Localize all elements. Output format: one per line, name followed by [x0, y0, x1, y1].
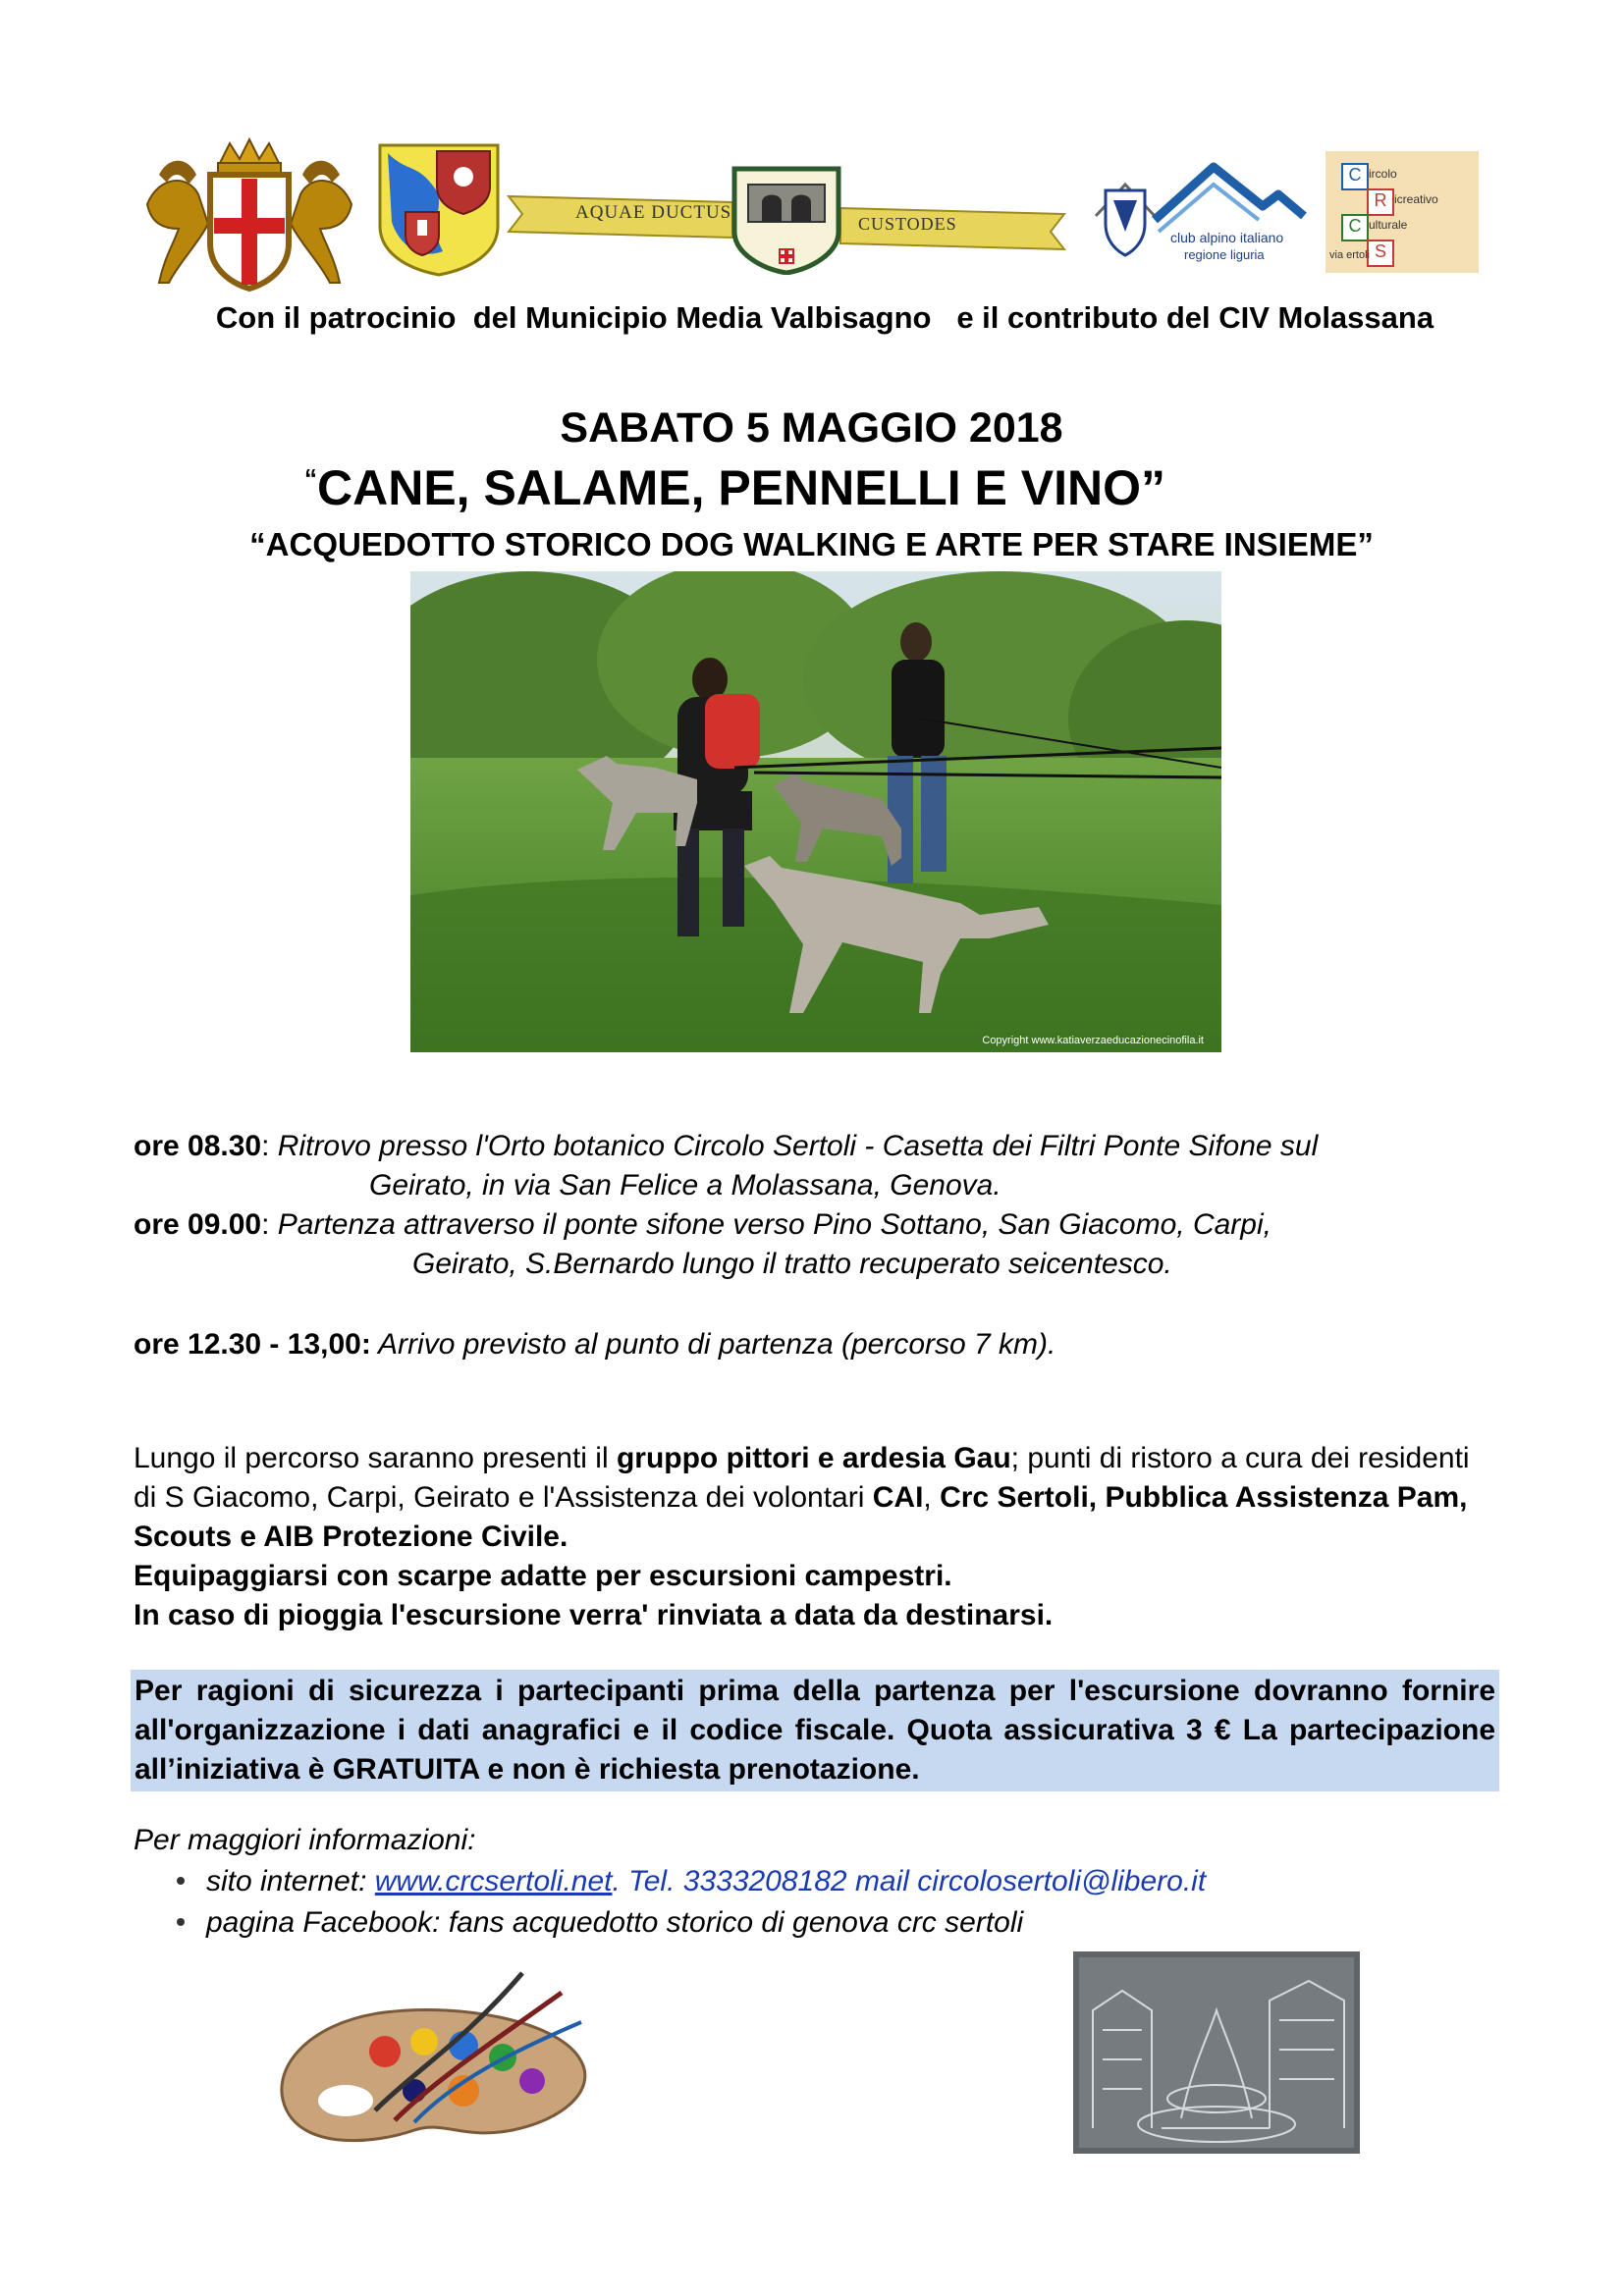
- body-text-bold: CAI: [872, 1481, 924, 1514]
- aquaeductus-custodes-logo: [507, 157, 1066, 275]
- bullet-icon: [177, 1918, 185, 1926]
- crc-letter-s: S: [1367, 240, 1394, 267]
- schedule-desc-cont: Geirato, S.Bernardo lungo il tratto recuperato seicentesco.: [412, 1248, 1172, 1280]
- title-open-quote: “: [304, 463, 317, 493]
- crc-word-1: ircolo: [1369, 167, 1397, 181]
- schedule-time: ore 12.30 - 13,00:: [134, 1328, 371, 1361]
- schedule-item: [134, 1325, 1055, 1364]
- sponsor-line: Con il patrocinio del Municipio Media Valbisagno e il contributo del CIV Molassana: [215, 300, 1434, 335]
- info-website-row: [177, 1865, 1206, 1898]
- body-text-bold: gruppo pittori e ardesia Gau: [616, 1442, 1011, 1474]
- schedule-time: ore 08.30: [134, 1130, 262, 1162]
- equipment-note: Equipaggiarsi con scarpe adatte per escursioni campestri.: [134, 1560, 952, 1592]
- site-label: sito internet:: [206, 1865, 375, 1897]
- cai-line1-text: club alpino italiano: [1170, 230, 1284, 245]
- crc-word-4: via ertoli: [1329, 249, 1370, 261]
- cai-liguria-logo: [1086, 161, 1308, 271]
- schedule-sep: :: [261, 1130, 270, 1162]
- body-text: ,: [923, 1481, 941, 1514]
- safety-notice: Per ragioni di sicurezza i partecipanti prima della partenza per l'escursione dovranno fornire all'organizzazione i dati anagrafici e il codice fiscale. Quota assicurativa 3 € La partecipazione all’iniziativa è GRATUITA e non è richiesta prenotazione.: [131, 1670, 1499, 1791]
- photo-credit: Copyright www.katiaverzaeducazionecinofila.it: [982, 1035, 1204, 1046]
- crc-sertoli-logo: [1325, 151, 1479, 273]
- website-link[interactable]: www.crcsertoli.net: [374, 1865, 613, 1897]
- crc-word-3: ulturale: [1369, 218, 1408, 232]
- aquaeductus-left-text: AQUAE DUCTUS: [575, 202, 732, 223]
- subtitle: “ACQUEDOTTO STORICO DOG WALKING E ARTE PER STARE INSIEME”: [249, 526, 1374, 562]
- main-title: “CANE, SALAME, PENNELLI E VINO”: [304, 460, 1165, 515]
- schedule-item: [134, 1127, 1318, 1166]
- rain-note: In caso di pioggia l'escursione verra' rinviata a data da destinarsi.: [134, 1599, 1054, 1631]
- crc-word-2: icreativo: [1394, 192, 1438, 206]
- info-title: Per maggiori informazioni:: [134, 1824, 476, 1856]
- crc-letter-r: R: [1367, 188, 1394, 216]
- bullet-icon: [177, 1877, 185, 1885]
- slate-engraving-image: [1073, 1951, 1360, 2154]
- dog-walking-illustration: [410, 571, 1221, 1052]
- body-paragraph: [134, 1439, 1498, 1557]
- paint-palette-image: [267, 1963, 601, 2160]
- schedule-desc-cont: Geirato, in via San Felice a Molassana, Genova.: [369, 1169, 1001, 1201]
- main-title-text: CANE, SALAME, PENNELLI E VINO: [317, 460, 1141, 515]
- dog-walking-photo: [410, 571, 1221, 1052]
- genova-coat-of-arms-logo: [139, 135, 359, 293]
- schedule-desc: Arrivo previsto al punto di partenza (percorso 7 km).: [370, 1328, 1056, 1361]
- schedule-item: [134, 1205, 1271, 1245]
- schedule-desc: Ritrovo presso l'Orto botanico Circolo Sertoli - Casetta dei Filtri Ponte Sifone sul: [269, 1130, 1319, 1162]
- crc-letter-c2: C: [1341, 214, 1369, 241]
- info-facebook-row: [177, 1906, 1023, 1940]
- aquaeductus-right-text: CUSTODES: [858, 214, 957, 234]
- schedule-desc: Partenza attraverso il ponte sifone verso Pino Sottano, San Giacomo, Carpi,: [269, 1208, 1271, 1241]
- body-text-bold: Crc Sertoli, Pubblica Assistenza Pam, Scouts e AIB Protezione Civile.: [134, 1481, 1468, 1553]
- crc-letter-c1: C: [1341, 163, 1369, 190]
- body-text: Lungo il percorso saranno presenti il: [134, 1442, 617, 1474]
- body-section: [134, 1439, 1498, 1635]
- cai-line2-text: regione liguria: [1184, 247, 1265, 262]
- schedule-time: ore 09.00: [134, 1208, 262, 1241]
- municipio-shield-logo: [378, 143, 500, 277]
- facebook-text: pagina Facebook: fans acquedotto storico di genova crc sertoli: [206, 1906, 1024, 1939]
- schedule-sep: :: [261, 1208, 270, 1241]
- contact-text: . Tel. 3333208182 mail circolosertoli@libero.it: [612, 1865, 1207, 1897]
- event-date: SABATO 5 MAGGIO 2018: [560, 404, 1063, 452]
- body-text: ; punti di ristoro a cura dei residenti di S Giacomo, Carpi, Geirato e l'Assistenza dei volontari: [134, 1442, 1470, 1514]
